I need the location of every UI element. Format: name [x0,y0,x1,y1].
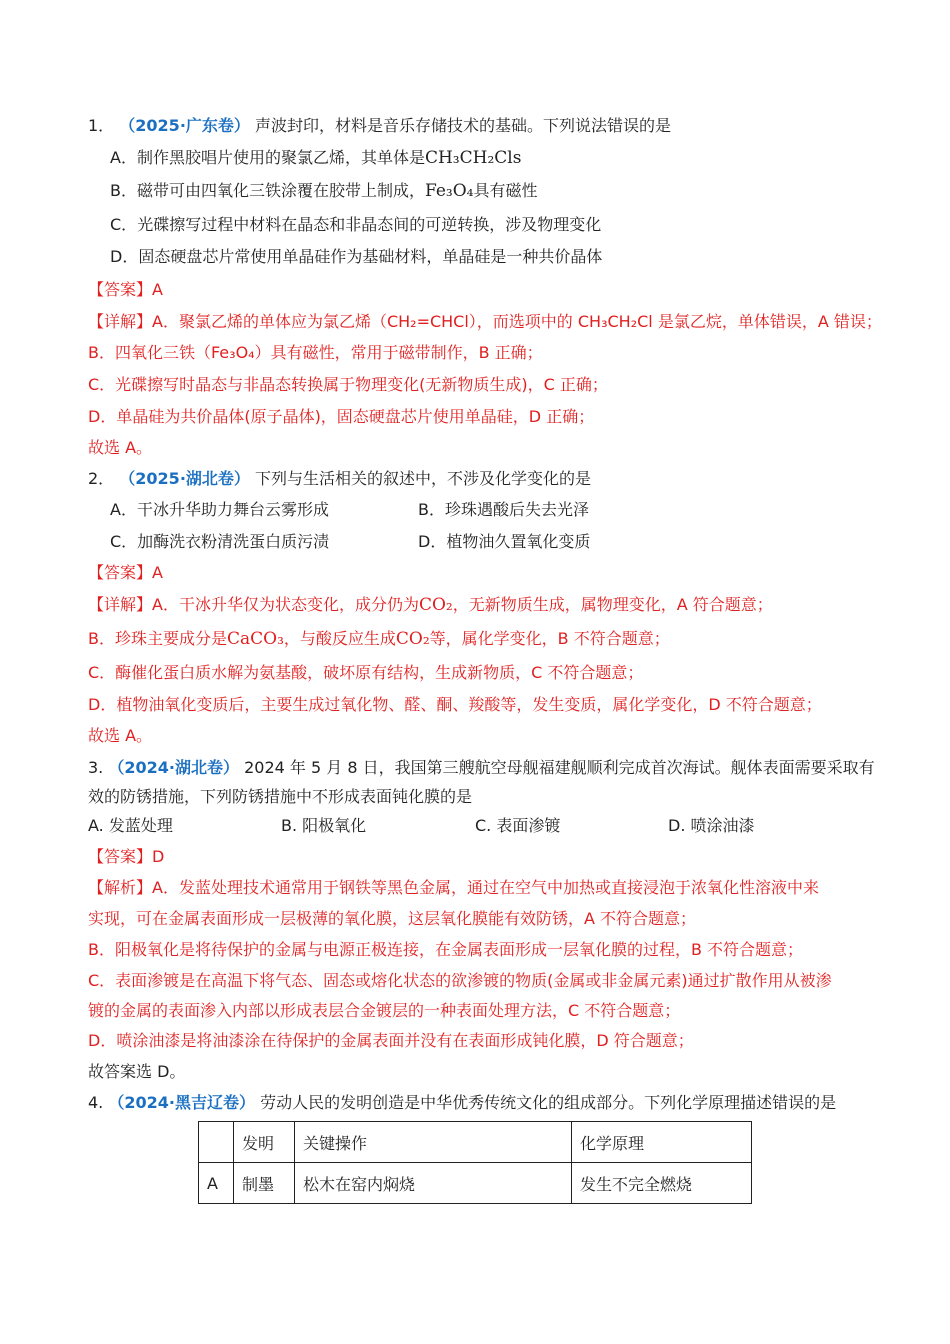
q4-stem: 劳动人民的发明创造是中华优秀传统文化的组成部分。下列化学原理描述错误的是 [260,1093,837,1112]
option-label: B． [110,181,137,200]
q2-source: （2025·湖北卷） [119,469,250,488]
q1-answer: 【答案】A [88,280,163,299]
q2-conclusion: 故选 A。 [88,726,153,745]
q1-option-a [110,147,521,169]
q3-explain-3: B．阳极氧化是将待保护的金属与电源正极连接，在金属表面形成一层氧化膜的过程，B 不符合题意； [88,940,804,959]
q1-conclusion: 故选 A。 [88,438,153,457]
q3-stem-1: 2024 年 5 月 8 日，我国第三艘航空母舰福建舰顺利完成首次海试。舰体表面需要采取有 [244,758,875,777]
explain-text: B．珍珠主要成分是 [88,629,227,648]
q2-answer: 【答案】A [88,563,163,582]
q2-stem: 下列与生活相关的叙述中，不涉及化学变化的是 [255,469,592,488]
q3-explain-4: C．表面渗镀是在高温下将气态、固态或熔化状态的欲渗镀的物质(金属或非金属元素)通过扩散作用从被渗 [88,971,832,990]
q4-stem-line [88,1092,836,1114]
q1-stem-line [88,115,671,137]
q1-explain-2: B．四氧化三铁（Fe₃O₄）具有磁性，常用于磁带制作，B 正确； [88,343,543,362]
q1-explain-1: 【详解】A．聚氯乙烯的单体应为氯乙烯（CH₂=CHCl），而选项中的 CH₃CH₂Cl 是氯乙烷，单体错误，A 错误； [88,312,882,331]
q3-stem-line-1 [88,757,875,779]
q2-explain-4: D．植物油氧化变质后，主要生成过氧化物、醛、酮、羧酸等，发生变质，属化学变化，D 不符合题意； [88,695,822,714]
q1-explain-4: D．单晶硅为共价晶体(原子晶体)，固态硬盘芯片使用单晶硅，D 正确； [88,407,595,426]
q4-table [198,1121,752,1204]
q2-option-a: A．干冰升华助力舞台云雾形成 [110,500,329,519]
option-label: A． [110,148,137,167]
formula: Fe₃O₄ [425,181,474,201]
table-cell: 发生不完全燃烧 [572,1163,752,1204]
q3-explain-5: 镀的金属的表面渗入内部以形成表层合金镀层的一种表面处理方法，C 不符合题意； [88,1001,681,1020]
formula-suffix: s [512,148,522,168]
q1-stem: 声波封印，材料是音乐存储技术的基础。下列说法错误的是 [255,116,672,135]
q1-option-b [110,180,538,202]
explain-text: 等，属化学变化，B 不符合题意； [429,629,670,648]
option-text: 磁带可由四氧化三铁涂覆在胶带上制成， [136,181,425,200]
table-header-row [199,1122,752,1163]
table-header-cell: 发明 [234,1122,295,1163]
q3-explain-1: 【解析】A．发蓝处理技术通常用于钢铁等黑色金属，通过在空气中加热或直接浸泡于浓氧化性溶液中来 [88,878,819,897]
q3-explain-2: 实现，可在金属表面形成一层极薄的氧化膜，这层氧化膜能有效防锈，A 不符合题意； [88,909,697,928]
q1-option-c [110,214,601,236]
q2-explain-2 [88,628,670,650]
q3-option-d: D. 喷涂油漆 [668,816,755,835]
q2-number: 2． [88,469,115,488]
q3-option-b: B. 阳极氧化 [281,816,367,835]
table-header-cell: 化学原理 [572,1122,752,1163]
q3-source: （2024·湖北卷） [108,758,239,777]
table-header-cell: 关键操作 [295,1122,572,1163]
option-text: 制作黑胶唱片使用的聚氯乙烯，其单体是 [136,148,425,167]
option-text-after: 具有磁性 [473,181,538,200]
q3-stem-line-2: 效的防锈措施，下列防锈措施中不形成表面钝化膜的是 [88,787,473,806]
q3-option-a: A. 发蓝处理 [88,816,173,835]
explain-text: 【详解】A．干冰升华仅为状态变化，成分仍为 [88,595,419,614]
table-cell: 松木在窑内焖烧 [295,1163,572,1204]
option-text: 固态硬盘芯片常使用单晶硅作为基础材料，单晶硅是一种共价晶体 [138,247,603,266]
table-cell: A [199,1163,234,1204]
formula: CO₂ [418,595,453,615]
q3-explain-6: D．喷涂油漆是将油漆涂在待保护的金属表面并没有在表面形成钝化膜，D 符合题意； [88,1031,694,1050]
q2-option-c: C．加酶洗衣粉清洗蛋白质污渍 [110,532,330,551]
q3-option-c: C. 表面渗镀 [475,816,561,835]
option-label: D． [110,247,139,266]
explain-text: ，无新物质生成，属物理变化，A 符合题意； [452,595,773,614]
q2-explain-1 [88,594,773,616]
q4-source: （2024·黑吉辽卷） [108,1093,255,1112]
q3-conclusion: 故答案选 D。 [88,1062,186,1081]
q2-option-b: B．珍珠遇酸后失去光泽 [418,500,589,519]
q3-answer: 【答案】D [88,847,165,866]
formula: CaCO₃ [226,629,284,649]
table-row [199,1163,752,1204]
q3-number: 3. [88,758,104,777]
option-label: C． [110,215,138,234]
q2-explain-3: C．酶催化蛋白质水解为氨基酸，破坏原有结构，生成新物质，C 不符合题意； [88,663,644,682]
table-header-cell [199,1122,234,1163]
q2-stem-line [88,468,591,490]
q1-source: （2025·广东卷） [119,116,250,135]
q1-number: 1． [88,116,115,135]
explain-text: ，与酸反应生成 [283,629,396,648]
table-cell: 制墨 [234,1163,295,1204]
q1-explain-3: C．光碟擦写时晶态与非晶态转换属于物理变化(无新物质生成)，C 正确； [88,375,608,394]
q1-option-d [110,246,602,268]
option-text: 光碟擦写过程中材料在晶态和非晶态间的可逆转换，涉及物理变化 [137,215,602,234]
q2-option-d: D．植物油久置氧化变质 [418,532,591,551]
formula: CH₃CH₂Cl [424,148,513,168]
q4-number: 4. [88,1093,104,1112]
formula: CO₂ [395,629,430,649]
